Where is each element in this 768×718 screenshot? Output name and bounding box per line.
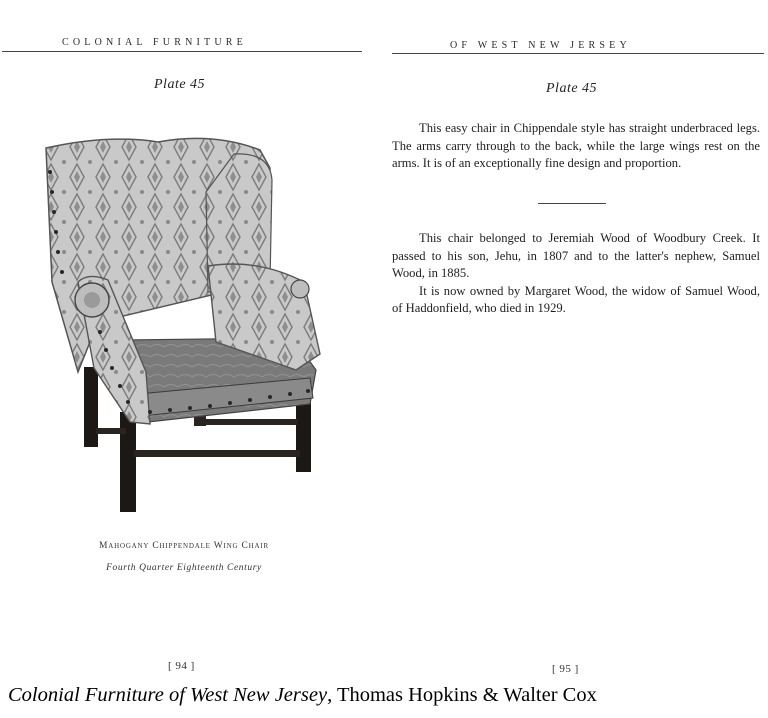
book-authors: , Thomas Hopkins & Walter Cox [327, 684, 597, 706]
paragraph-provenance: This chair belonged to Jeremiah Wood of Woodbury Creek. It passed to his son, Jehu, in 1807 and to the latter's nephew, Samuel Wood, in 1885. [392, 231, 760, 280]
section-divider [538, 203, 606, 204]
header-rule-right [392, 53, 764, 54]
running-head-left: COLONIAL FURNITURE [62, 37, 247, 48]
plate-label-right: Plate 45 [546, 81, 598, 96]
running-head-right: OF WEST NEW JERSEY [450, 40, 631, 51]
provenance-text [392, 230, 760, 318]
plate-label-left: Plate 45 [154, 77, 206, 92]
wing-chair-photo [38, 132, 328, 522]
paragraph-ownership: It is now owned by Margaret Wood, the widow of Samuel Wood, of Haddonfield, who died in 1929. [392, 283, 760, 315]
citation-caption [8, 684, 597, 707]
page-number-left: [ 94 ] [168, 660, 195, 672]
caption-date: Fourth Quarter Eighteenth Century [106, 563, 262, 573]
paragraph-description: This easy chair in Chippendale style has straight underbraced legs. The arms carry through to the back, while the large wings rest on the arms. It is of an exceptionally fine design and proportion. [392, 121, 760, 170]
caption-title: Mahogany Chippendale Wing Chair [99, 541, 269, 551]
page-number-right: [ 95 ] [552, 663, 579, 675]
description-text [392, 120, 760, 173]
right-page [384, 0, 768, 680]
left-page [0, 0, 384, 680]
book-title: Colonial Furniture of West New Jersey [8, 684, 328, 706]
header-rule-left [2, 51, 362, 52]
